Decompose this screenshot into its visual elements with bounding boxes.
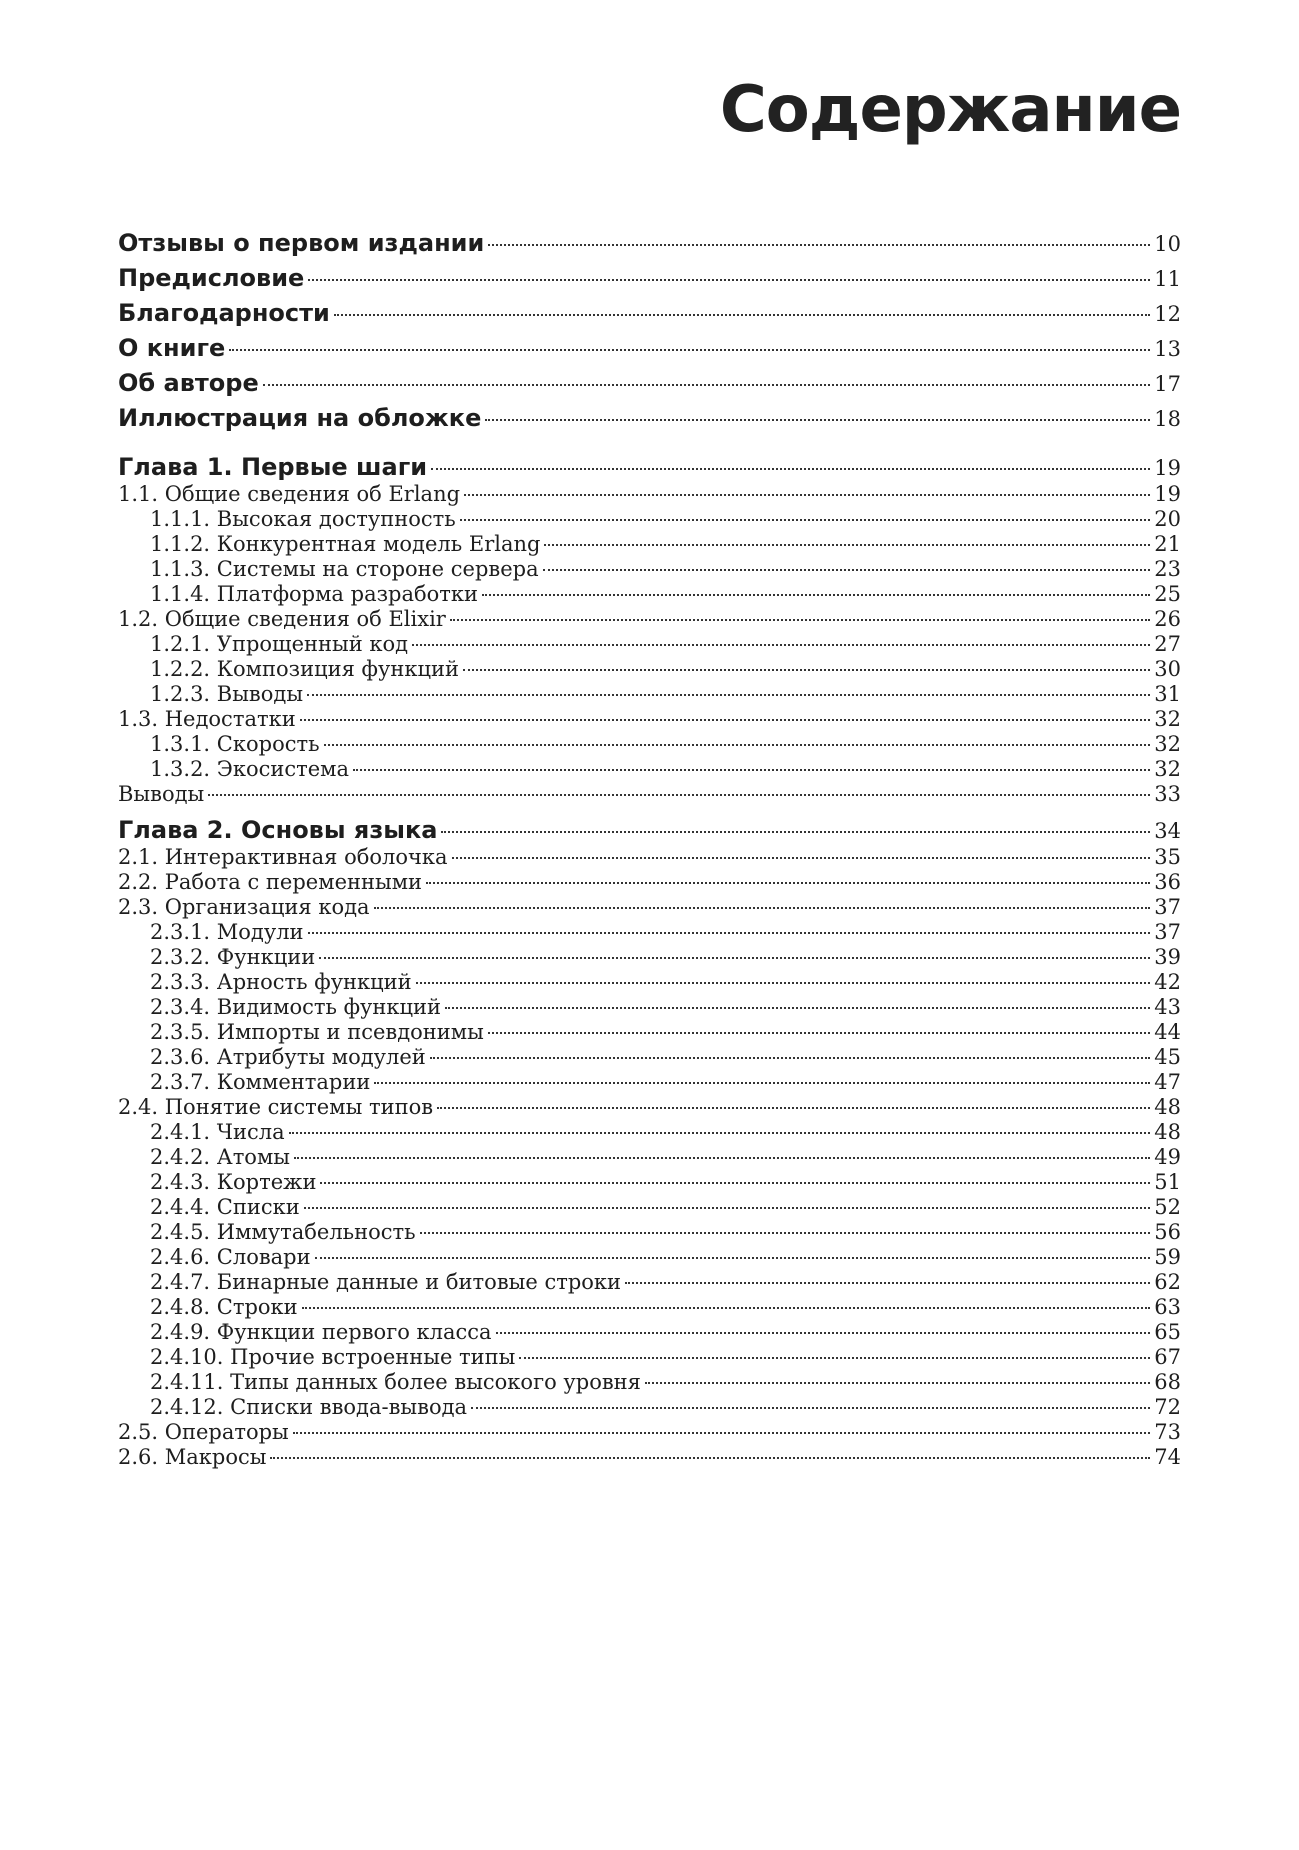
toc-section-entry[interactable] bbox=[118, 264, 1181, 298]
toc-dot-leader bbox=[445, 1007, 1150, 1009]
toc-entry-label: Выводы bbox=[118, 782, 205, 806]
toc-dot-leader bbox=[374, 1082, 1150, 1084]
toc-page-number: 45 bbox=[1154, 1045, 1181, 1069]
toc-entry-label: Об авторе bbox=[118, 369, 259, 397]
toc-entry[interactable] bbox=[118, 682, 1181, 710]
toc-page-number: 19 bbox=[1154, 482, 1181, 506]
toc-page-number: 56 bbox=[1154, 1220, 1181, 1244]
toc-entry[interactable] bbox=[118, 1345, 1181, 1373]
toc-entry-label: 2.4. Понятие системы типов bbox=[118, 1095, 434, 1119]
toc-entry[interactable] bbox=[118, 1170, 1181, 1198]
toc-dot-leader bbox=[420, 1232, 1151, 1234]
toc-dot-leader bbox=[464, 494, 1150, 496]
toc-entry-label: 2.4.8. Строки bbox=[150, 1295, 298, 1319]
toc-page-number: 73 bbox=[1154, 1420, 1181, 1444]
toc-dot-leader bbox=[460, 519, 1151, 521]
toc-entry-label: 2.4.5. Иммутабельность bbox=[150, 1220, 416, 1244]
toc-page-number: 32 bbox=[1154, 707, 1181, 731]
toc-dot-leader bbox=[488, 1032, 1150, 1034]
toc-page-number: 47 bbox=[1154, 1070, 1181, 1094]
toc-page-number: 65 bbox=[1154, 1320, 1181, 1344]
toc-dot-leader bbox=[441, 831, 1150, 833]
toc-page-number: 74 bbox=[1154, 1445, 1181, 1469]
toc-entry[interactable] bbox=[118, 1320, 1181, 1348]
toc-dot-leader bbox=[431, 468, 1150, 470]
toc-entry[interactable] bbox=[118, 1145, 1181, 1173]
toc-entry[interactable] bbox=[118, 1295, 1181, 1323]
toc-entry-label: Предисловие bbox=[118, 264, 305, 292]
toc-entry-label: О книге bbox=[118, 334, 226, 362]
toc-page-number: 59 bbox=[1154, 1245, 1181, 1269]
toc-entry-label: 2.5. Операторы bbox=[118, 1420, 289, 1444]
toc-page-number: 35 bbox=[1154, 845, 1181, 869]
toc-page-number: 20 bbox=[1154, 507, 1181, 531]
toc-page-number: 48 bbox=[1154, 1095, 1181, 1119]
toc-entry-label: 1.1.1. Высокая доступность bbox=[150, 507, 456, 531]
toc-dot-leader bbox=[307, 694, 1150, 696]
toc-dot-leader bbox=[374, 907, 1151, 909]
toc-entry-label: 2.3.4. Видимость функций bbox=[150, 995, 442, 1019]
toc-entry[interactable] bbox=[118, 1020, 1181, 1048]
toc-entry[interactable] bbox=[118, 1070, 1181, 1098]
toc-entry[interactable] bbox=[118, 945, 1181, 973]
toc-dot-leader bbox=[308, 279, 1150, 281]
toc-entry-label: 1.3.1. Скорость bbox=[150, 732, 320, 756]
toc-entry[interactable] bbox=[118, 507, 1181, 535]
toc-entry-label: 2.3. Организация кода bbox=[118, 895, 370, 919]
toc-page-number: 33 bbox=[1154, 782, 1181, 806]
toc-section-entry[interactable] bbox=[118, 229, 1181, 263]
toc-entry-label: 2.6. Макросы bbox=[118, 1445, 267, 1469]
toc-entry[interactable] bbox=[118, 782, 1181, 810]
toc-dot-leader bbox=[482, 594, 1150, 596]
toc-entry-label: 1.1.2. Конкурентная модель Erlang bbox=[150, 532, 541, 556]
toc-entry-label: Благодарности bbox=[118, 299, 330, 327]
toc-dot-leader bbox=[488, 244, 1150, 246]
toc-entry-label: Глава 2. Основы языка bbox=[118, 816, 438, 844]
toc-entry[interactable] bbox=[118, 995, 1181, 1023]
toc-entry[interactable] bbox=[118, 1120, 1181, 1148]
toc-page-number: 21 bbox=[1154, 532, 1181, 556]
toc-entry-label: 2.4.1. Числа bbox=[150, 1120, 285, 1144]
toc-dot-leader bbox=[319, 957, 1150, 959]
toc-entry[interactable] bbox=[118, 632, 1181, 660]
toc-page-number: 42 bbox=[1154, 970, 1181, 994]
toc-page-number: 31 bbox=[1154, 682, 1181, 706]
toc-entry[interactable] bbox=[118, 732, 1181, 760]
toc-page-number: 39 bbox=[1154, 945, 1181, 969]
toc-page-number: 13 bbox=[1154, 337, 1181, 361]
toc-entry-label: Отзывы о первом издании bbox=[118, 229, 485, 257]
toc-entry[interactable] bbox=[118, 707, 1181, 735]
toc-entry-label: 2.4.3. Кортежи bbox=[150, 1170, 317, 1194]
toc-dot-leader bbox=[263, 384, 1151, 386]
toc-entry-label: 2.1. Интерактивная оболочка bbox=[118, 845, 448, 869]
toc-page-number: 37 bbox=[1154, 895, 1181, 919]
toc-entry[interactable] bbox=[118, 1245, 1181, 1273]
toc-entry-label: 2.4.7. Бинарные данные и битовые строки bbox=[150, 1270, 622, 1294]
toc-entry[interactable] bbox=[118, 870, 1181, 898]
toc-dot-leader bbox=[544, 544, 1150, 546]
toc-entry-label: 1.3.2. Экосистема bbox=[150, 757, 350, 781]
toc-page-number: 37 bbox=[1154, 920, 1181, 944]
toc-entry[interactable] bbox=[118, 970, 1181, 998]
toc-entry[interactable] bbox=[118, 1045, 1181, 1073]
toc-page-number: 34 bbox=[1154, 819, 1181, 843]
toc-entry[interactable] bbox=[118, 845, 1181, 873]
toc-page-number: 72 bbox=[1154, 1395, 1181, 1419]
toc-dot-leader bbox=[289, 1132, 1151, 1134]
toc-page-number: 68 bbox=[1154, 1370, 1181, 1394]
toc-page-number: 67 bbox=[1154, 1345, 1181, 1369]
toc-entry[interactable] bbox=[118, 920, 1181, 948]
toc-page-number: 19 bbox=[1154, 456, 1181, 480]
toc-page-number: 49 bbox=[1154, 1145, 1181, 1169]
toc-entry[interactable] bbox=[118, 1220, 1181, 1248]
toc-entry-label: 1.2.2. Композиция функций bbox=[150, 657, 459, 681]
toc-entry-label: 1.1.4. Платформа разработки bbox=[150, 582, 479, 606]
toc-page-number: 26 bbox=[1154, 607, 1181, 631]
toc-dot-leader bbox=[294, 1157, 1150, 1159]
toc-page-number: 52 bbox=[1154, 1195, 1181, 1219]
toc-entry-label: 2.4.9. Функции первого класса bbox=[150, 1320, 492, 1344]
toc-dot-leader bbox=[324, 744, 1151, 746]
toc-dot-leader bbox=[334, 314, 1150, 316]
toc-dot-leader bbox=[293, 1432, 1150, 1434]
toc-entry[interactable] bbox=[118, 1370, 1181, 1398]
toc-entry-label: 2.2. Работа с переменными bbox=[118, 870, 423, 894]
toc-page-number: 48 bbox=[1154, 1120, 1181, 1144]
toc-entry[interactable] bbox=[118, 1420, 1181, 1448]
toc-entry-label: 2.3.5. Импорты и псевдонимы bbox=[150, 1020, 484, 1044]
toc-page-number: 44 bbox=[1154, 1020, 1181, 1044]
toc-section-entry[interactable] bbox=[118, 404, 1181, 438]
toc-dot-leader bbox=[452, 857, 1151, 859]
page-title: Содержание bbox=[719, 73, 1181, 147]
toc-dot-leader bbox=[304, 1207, 1151, 1209]
toc-entry-label: 1.2.1. Упрощенный код bbox=[150, 632, 409, 656]
toc-dot-leader bbox=[463, 669, 1150, 671]
toc-entry-label: Иллюстрация на обложке bbox=[118, 404, 482, 432]
toc-entry-label: 2.3.1. Модули bbox=[150, 920, 304, 944]
toc-dot-leader bbox=[485, 419, 1150, 421]
toc-entry-label: 2.4.11. Типы данных более высокого уровня bbox=[150, 1370, 641, 1394]
toc-dot-leader bbox=[412, 644, 1150, 646]
toc-entry-label: 2.4.12. Списки ввода-вывода bbox=[150, 1395, 468, 1419]
toc-dot-leader bbox=[302, 1307, 1151, 1309]
toc-dot-leader bbox=[519, 1357, 1150, 1359]
toc-entry[interactable] bbox=[118, 607, 1181, 635]
toc-entry-label: 2.3.6. Атрибуты модулей bbox=[150, 1045, 426, 1069]
toc-page-number: 43 bbox=[1154, 995, 1181, 1019]
toc-dot-leader bbox=[308, 932, 1151, 934]
toc-entry[interactable] bbox=[118, 1270, 1181, 1298]
toc-dot-leader bbox=[315, 1257, 1151, 1259]
toc-entry[interactable] bbox=[118, 1395, 1181, 1423]
toc-page-number: 12 bbox=[1154, 302, 1181, 326]
toc-entry-label: 2.4.2. Атомы bbox=[150, 1145, 290, 1169]
toc-page-number: 25 bbox=[1154, 582, 1181, 606]
toc-dot-leader bbox=[625, 1282, 1150, 1284]
toc-entry-label: 1.1. Общие сведения об Erlang bbox=[118, 482, 461, 506]
toc-page-number: 18 bbox=[1154, 407, 1181, 431]
toc-entry[interactable] bbox=[118, 757, 1181, 785]
toc-page-number: 51 bbox=[1154, 1170, 1181, 1194]
toc-entry[interactable] bbox=[118, 532, 1181, 560]
toc-entry-label: 2.4.10. Прочие встроенные типы bbox=[150, 1345, 516, 1369]
toc-dot-leader bbox=[270, 1457, 1150, 1459]
toc-page-number: 62 bbox=[1154, 1270, 1181, 1294]
toc-page-number: 23 bbox=[1154, 557, 1181, 581]
toc-dot-leader bbox=[645, 1382, 1150, 1384]
toc-dot-leader bbox=[353, 769, 1150, 771]
toc-section-entry[interactable] bbox=[118, 299, 1181, 333]
toc-section-entry[interactable] bbox=[118, 369, 1181, 403]
toc-dot-leader bbox=[496, 1332, 1151, 1334]
toc-page-number: 17 bbox=[1154, 372, 1181, 396]
toc-page-number: 30 bbox=[1154, 657, 1181, 681]
toc-dot-leader bbox=[416, 982, 1151, 984]
toc-entry-label: 1.1.3. Системы на стороне сервера bbox=[150, 557, 539, 581]
toc-entry[interactable] bbox=[118, 482, 1181, 510]
toc-entry-label: 1.3. Недостатки bbox=[118, 707, 296, 731]
toc-dot-leader bbox=[543, 569, 1151, 571]
toc-entry-label: 2.4.4. Списки bbox=[150, 1195, 300, 1219]
toc-page-number: 32 bbox=[1154, 732, 1181, 756]
toc-dot-leader bbox=[208, 794, 1150, 796]
toc-entry[interactable] bbox=[118, 1195, 1181, 1223]
toc-page-number: 32 bbox=[1154, 757, 1181, 781]
toc-dot-leader bbox=[300, 719, 1151, 721]
toc-entry[interactable] bbox=[118, 657, 1181, 685]
toc-dot-leader bbox=[426, 882, 1150, 884]
toc-page-number: 36 bbox=[1154, 870, 1181, 894]
toc-dot-leader bbox=[437, 1107, 1150, 1109]
toc-dot-leader bbox=[320, 1182, 1150, 1184]
toc-entry[interactable] bbox=[118, 1445, 1181, 1473]
toc-entry-label: 2.3.7. Комментарии bbox=[150, 1070, 371, 1094]
toc-entry[interactable] bbox=[118, 582, 1181, 610]
toc-page-number: 63 bbox=[1154, 1295, 1181, 1319]
toc-page-number: 10 bbox=[1154, 232, 1181, 256]
toc-dot-leader bbox=[229, 349, 1150, 351]
toc-dot-leader bbox=[450, 619, 1150, 621]
toc-entry-label: 2.3.3. Арность функций bbox=[150, 970, 412, 994]
toc-entry-label: 2.3.2. Функции bbox=[150, 945, 316, 969]
toc-entry-label: 2.4.6. Словари bbox=[150, 1245, 311, 1269]
toc-entry-label: Глава 1. Первые шаги bbox=[118, 453, 428, 481]
toc-dot-leader bbox=[430, 1057, 1150, 1059]
toc-entry-label: 1.2. Общие сведения об Elixir bbox=[118, 607, 446, 631]
toc-entry[interactable] bbox=[118, 557, 1181, 585]
toc-page-number: 11 bbox=[1154, 267, 1181, 291]
toc-entry[interactable] bbox=[118, 895, 1181, 923]
toc-entry-label: 1.2.3. Выводы bbox=[150, 682, 304, 706]
toc-dot-leader bbox=[471, 1407, 1150, 1409]
toc-section-entry[interactable] bbox=[118, 334, 1181, 368]
toc-page-number: 27 bbox=[1154, 632, 1181, 656]
toc-entry[interactable] bbox=[118, 1095, 1181, 1123]
